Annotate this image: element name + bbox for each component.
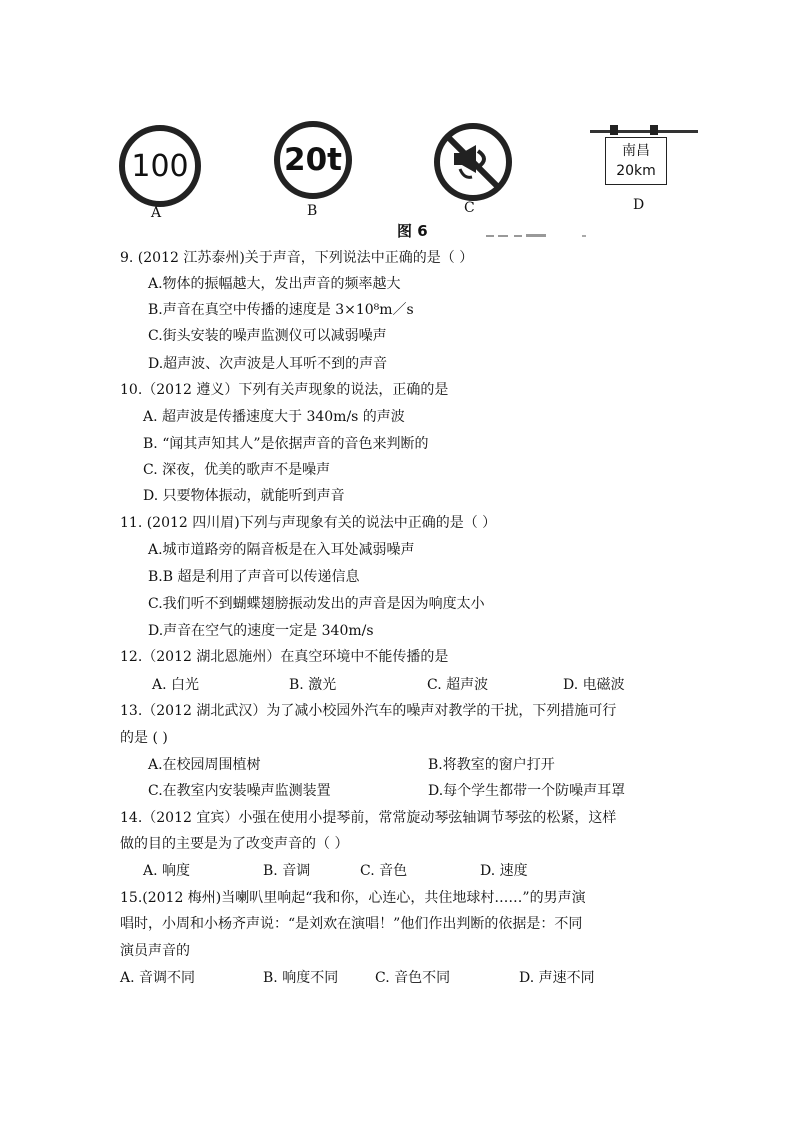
q11-option-a: A.城市道路旁的隔音板是在入耳处减弱噪声 <box>148 542 415 558</box>
q13-option-a: A.在校园周围植树 <box>148 757 261 773</box>
q11-stem: 11. (2012 四川眉)下列与声现象有关的说法中正确的是（ ） <box>120 515 497 531</box>
q14-option-d: D. 速度 <box>480 863 528 879</box>
q10-option-c: C. 深夜，优美的歌声不是噪声 <box>143 462 331 478</box>
scan-speck-marks <box>486 232 606 242</box>
q10-stem: 10.（2012 遵义）下列有关声现象的说法，正确的是 <box>120 382 449 398</box>
q12-option-b: B. 激光 <box>289 677 337 693</box>
q13-stem-line2: 的是 ( ) <box>120 730 168 746</box>
sign-label-b: B <box>307 203 318 219</box>
speed-limit-text: 100 <box>131 148 189 184</box>
sign-clip-left <box>610 125 618 135</box>
q9-option-d: D.超声波、次声波是人耳听不到的声音 <box>148 356 388 372</box>
no-horn-sign-icon <box>432 121 514 203</box>
q15-option-b: B. 响度不同 <box>263 970 339 986</box>
q11-option-d: D.声音在空气的速度一定是 340m/s <box>148 623 374 639</box>
q9-stem: 9. (2012 江苏泰州)关于声音，下列说法中正确的是（ ） <box>120 250 474 266</box>
q14-option-c: C. 音色 <box>360 863 408 879</box>
q9-option-c: C.街头安装的噪声监测仪可以减弱噪声 <box>148 328 387 344</box>
q15-option-d: D. 声速不同 <box>519 970 595 986</box>
q12-option-c: C. 超声波 <box>427 677 489 693</box>
q10-option-d: D. 只要物体振动，就能听到声音 <box>143 488 345 504</box>
sign-label-a: A <box>151 205 162 221</box>
weight-limit-text: 20t <box>284 142 342 178</box>
q12-option-a: A. 白光 <box>152 677 200 693</box>
q14-stem-line1: 14.（2012 宜宾）小强在使用小提琴前，常常旋动琴弦轴调节琴弦的松紧，这样 <box>120 810 617 826</box>
q13-option-c: C.在教室内安装噪声监测装置 <box>148 783 331 799</box>
q12-stem: 12.（2012 湖北恩施州）在真空环境中不能传播的是 <box>120 649 449 665</box>
q15-option-a: A. 音调不同 <box>120 970 196 986</box>
q9-option-a: A.物体的振幅越大，发出声音的频率越大 <box>148 276 401 292</box>
q15-stem-line3: 演员声音的 <box>120 943 190 959</box>
sign-label-d: D <box>633 197 645 213</box>
q11-option-b: B.B 超是利用了声音可以传递信息 <box>148 569 360 585</box>
q11-option-c: C.我们听不到蝴蝶翅膀振动发出的声音是因为响度太小 <box>148 596 485 612</box>
q13-stem-line1: 13.（2012 湖北武汉）为了减小校园外汽车的噪声对教学的干扰，下列措施可行 <box>120 703 617 719</box>
q15-stem-line1: 15.(2012 梅州)当喇叭里响起“我和你，心连心，共住地球村……”的男声演 <box>120 890 586 906</box>
speed-limit-sign <box>119 125 201 207</box>
figure-caption: 图 6 <box>397 222 428 240</box>
sign-clip-right <box>650 125 658 135</box>
q14-stem-line2: 做的目的主要是为了改变声音的（ ） <box>120 836 349 852</box>
q14-option-b: B. 音调 <box>263 863 311 879</box>
q10-option-a: A. 超声波是传播速度大于 340m/s 的声波 <box>143 409 405 425</box>
q14-option-a: A. 响度 <box>143 863 191 879</box>
q13-option-b: B.将教室的窗户打开 <box>428 757 555 773</box>
distance-sign-city: 南昌 <box>622 143 650 159</box>
figure-6 <box>110 115 710 245</box>
q9-option-b: B.声音在真空中传播的速度是 3×10⁸m／s <box>148 302 414 318</box>
q13-option-d: D.每个学生都带一个防噪声耳罩 <box>428 783 626 799</box>
distance-sign-distance: 20km <box>616 163 656 179</box>
q10-option-b: B. “闻其声知其人”是依据声音的音色来判断的 <box>143 436 429 452</box>
distance-sign <box>605 137 667 185</box>
sign-support-bar <box>590 130 698 133</box>
q15-option-c: C. 音色不同 <box>375 970 451 986</box>
q12-option-d: D. 电磁波 <box>563 677 625 693</box>
weight-limit-sign <box>274 121 352 199</box>
q15-stem-line2: 唱时，小周和小杨齐声说：“是刘欢在演唱！”他们作出判断的依据是：不同 <box>120 916 583 932</box>
sign-label-c: C <box>464 200 475 216</box>
